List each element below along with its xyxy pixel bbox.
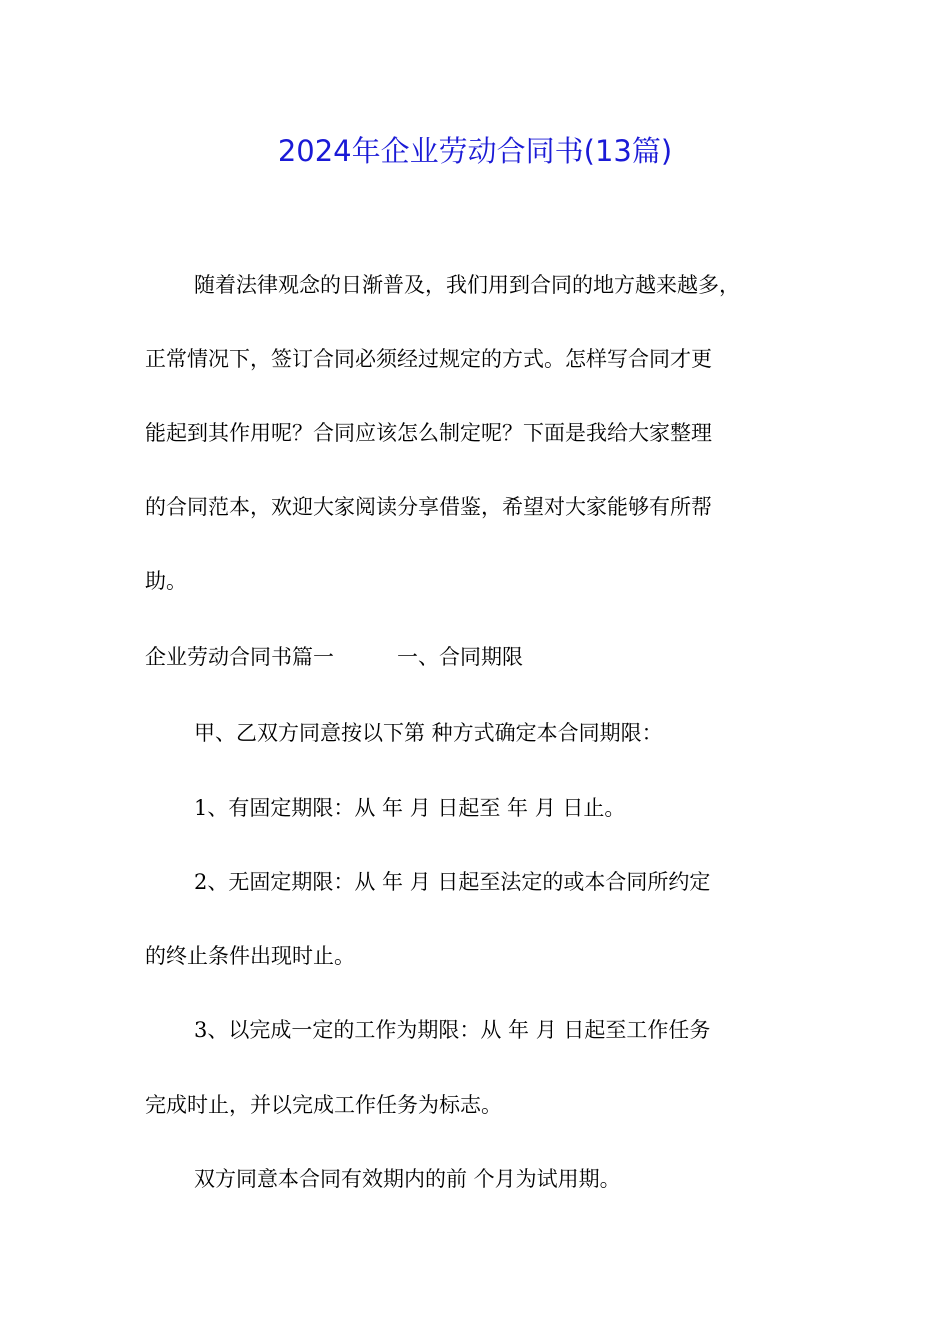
- list-item: 2、无固定期限：从 年 月 日起至法定的或本合同所约定: [194, 870, 711, 894]
- list-item: 3、以完成一定的工作为期限：从 年 月 日起至工作任务: [194, 1018, 711, 1042]
- paragraph-line: 能起到其作用呢？合同应该怎么制定呢？下面是我给大家整理: [145, 421, 712, 445]
- paragraph-line: 的终止条件出现时止。: [145, 944, 355, 968]
- paragraph-line: 正常情况下，签订合同必须经过规定的方式。怎样写合同才更: [145, 347, 712, 371]
- paragraph-line: 双方同意本合同有效期内的前 个月为试用期。: [194, 1167, 621, 1191]
- paragraph-line: 的合同范本，欢迎大家阅读分享借鉴，希望对大家能够有所帮: [145, 495, 712, 519]
- list-item: 1、有固定期限：从 年 月 日起至 年 月 日止。: [194, 796, 626, 820]
- paragraph-line: 随着法律观念的日渐普及，我们用到合同的地方越来越多，: [194, 273, 740, 297]
- section-heading: 企业劳动合同书篇一 一、合同期限: [145, 645, 523, 669]
- paragraph-line: 甲、乙双方同意按以下第 种方式确定本合同期限：: [194, 721, 663, 745]
- paragraph-line: 助。: [145, 569, 187, 593]
- paragraph-line: 完成时止，并以完成工作任务为标志。: [145, 1093, 502, 1117]
- document-title: 2024年企业劳动合同书(13篇): [277, 134, 673, 168]
